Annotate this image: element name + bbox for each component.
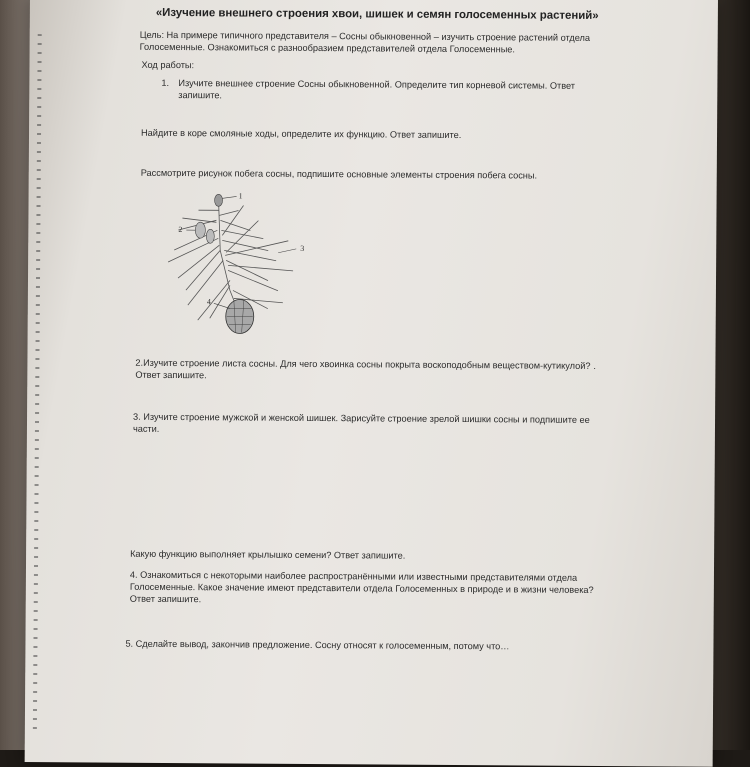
- procedure-heading: Ход работы:: [141, 59, 194, 71]
- task-wing-text: Какую функцию выполняет крылышко семени? Ответ запишите.: [130, 548, 405, 562]
- task2-text: 2.Изучите строение листа сосны. Для чего хвоинка сосны покрыта воскоподобным веществом-кутикулой? Ответ запишите.: [135, 357, 597, 384]
- label-lines: [186, 196, 297, 309]
- task5-text: 5. Сделайте вывод, закончив предложение. Сосну относят к голосеменным, потому что…: [125, 638, 509, 653]
- figure-label-2: 2: [178, 225, 182, 234]
- task3-text: 3. Изучите строение мужской и женской шишек. Зарисуйте строение зрелой шишки сосны и подпишите ее части.: [133, 411, 603, 438]
- pine-needles-drawing: [168, 200, 294, 321]
- figure-label-4: 4: [207, 297, 211, 306]
- male-cones-cluster: [206, 229, 214, 243]
- pine-shoot-figure: [138, 190, 299, 341]
- task4-text: 4. Ознакомиться с некоторыми наиболее распространёнными или известными представителями отдела Голосеменные. Какое значение имеют представители отдела Голосеменных в природе и в жизни человека? Ответ запишите.: [130, 569, 618, 608]
- worksheet-paper: [25, 0, 718, 767]
- figure-label-1: 1: [239, 191, 243, 200]
- female-cone-young: [215, 194, 223, 206]
- task2-mark: .: [593, 360, 596, 372]
- goal-text: Цель: На примере типичного представителя – Сосны обыкновенной – изучить строение растений отдела Голосеменные. Ознакомиться с разнообразием представителей отдела Голосеменные.: [140, 29, 610, 56]
- male-cones: [195, 222, 205, 238]
- perforation-edge: [33, 34, 42, 734]
- task-resin-text: Найдите в коре смоляные ходы, определите их функцию. Ответ запишите.: [141, 127, 461, 141]
- task1-number: 1.: [161, 77, 169, 89]
- task-shoot-text: Рассмотрите рисунок побега сосны, подпишите основные элементы строения побега сосны.: [141, 167, 537, 182]
- page-title: «Изучение внешнего строения хвои, шишек и семян голосеменных растений»: [156, 7, 599, 22]
- figure-label-3: 3: [300, 244, 304, 253]
- task1-text: Изучите внешнее строение Сосны обыкновенной. Определите тип корневой системы. Ответ запишите.: [178, 77, 593, 104]
